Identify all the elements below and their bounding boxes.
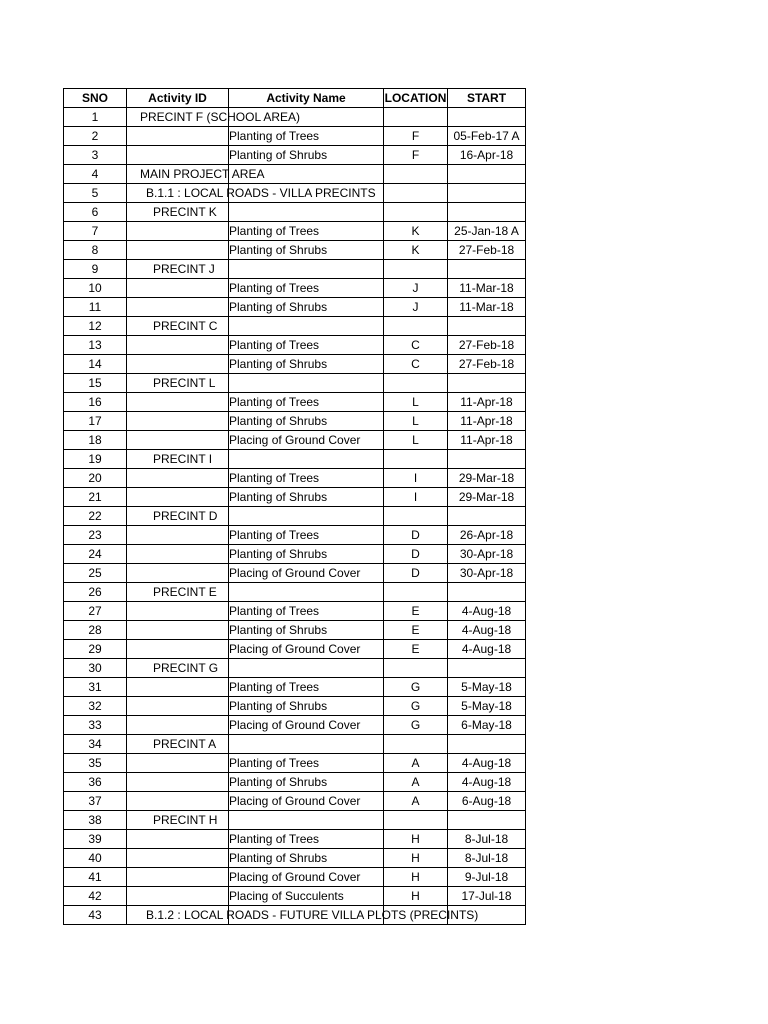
cell-activity-id[interactable]: [127, 811, 229, 830]
cell-location[interactable]: [384, 450, 448, 469]
cell-activity-name[interactable]: Planting of Trees: [229, 279, 384, 298]
cell-start[interactable]: 8-Jul-18: [448, 830, 526, 849]
group-heading: PRECINT H: [153, 813, 218, 827]
cell-location[interactable]: [384, 184, 448, 203]
table-row: [64, 393, 526, 412]
cell-start[interactable]: [448, 450, 526, 469]
table-row: [64, 469, 526, 488]
cell-activity-name[interactable]: Planting of Shrubs: [229, 488, 384, 507]
cell-sno[interactable]: 34: [64, 735, 127, 754]
cell-start[interactable]: 11-Mar-18: [448, 279, 526, 298]
cell-activity-name[interactable]: [229, 317, 384, 336]
cell-sno[interactable]: 19: [64, 450, 127, 469]
cell-location[interactable]: A: [384, 773, 448, 792]
cell-start[interactable]: 4-Aug-18: [448, 602, 526, 621]
cell-activity-id[interactable]: [127, 773, 229, 792]
cell-start[interactable]: 4-Aug-18: [448, 754, 526, 773]
cell-sno[interactable]: 43: [64, 906, 127, 925]
table-row: [64, 602, 526, 621]
cell-activity-id[interactable]: [127, 203, 229, 222]
cell-activity-id[interactable]: [127, 697, 229, 716]
cell-location[interactable]: F: [384, 146, 448, 165]
cell-start[interactable]: [448, 507, 526, 526]
table-row: [64, 868, 526, 887]
cell-sno[interactable]: 42: [64, 887, 127, 906]
cell-location[interactable]: D: [384, 526, 448, 545]
cell-location[interactable]: [384, 165, 448, 184]
table-row: [64, 830, 526, 849]
cell-activity-name[interactable]: [229, 735, 384, 754]
table-row: [64, 412, 526, 431]
cell-activity-name[interactable]: Planting of Trees: [229, 830, 384, 849]
cell-activity-name[interactable]: Placing of Ground Cover: [229, 564, 384, 583]
cell-activity-name[interactable]: Planting of Shrubs: [229, 146, 384, 165]
group-heading: PRECINT I: [153, 452, 213, 466]
table-row: [64, 526, 526, 545]
cell-activity-id[interactable]: [127, 469, 229, 488]
cell-sno[interactable]: 16: [64, 393, 127, 412]
cell-start[interactable]: [448, 165, 526, 184]
cell-activity-name[interactable]: Planting of Shrubs: [229, 773, 384, 792]
cell-activity-id[interactable]: [127, 127, 229, 146]
cell-activity-name[interactable]: [229, 260, 384, 279]
cell-start[interactable]: [448, 184, 526, 203]
table-row: [64, 241, 526, 260]
table-row: [64, 754, 526, 773]
group-heading: PRECINT A: [153, 737, 217, 751]
cell-location[interactable]: [384, 507, 448, 526]
cell-activity-name[interactable]: Planting of Trees: [229, 469, 384, 488]
cell-location[interactable]: H: [384, 849, 448, 868]
cell-start[interactable]: [448, 374, 526, 393]
table-row: [64, 165, 526, 184]
cell-start[interactable]: 5-May-18: [448, 678, 526, 697]
cell-activity-name[interactable]: Placing of Ground Cover: [229, 868, 384, 887]
cell-activity-name[interactable]: Placing of Ground Cover: [229, 640, 384, 659]
cell-start[interactable]: [448, 108, 526, 127]
cell-sno[interactable]: 3: [64, 146, 127, 165]
cell-start[interactable]: 8-Jul-18: [448, 849, 526, 868]
cell-sno[interactable]: 36: [64, 773, 127, 792]
cell-activity-name[interactable]: Planting of Shrubs: [229, 355, 384, 374]
cell-location[interactable]: A: [384, 792, 448, 811]
cell-sno[interactable]: 17: [64, 412, 127, 431]
cell-location[interactable]: G: [384, 716, 448, 735]
group-heading: MAIN PROJECT AREA: [140, 167, 265, 181]
group-heading: PRECINT L: [153, 376, 216, 390]
cell-activity-name[interactable]: Planting of Shrubs: [229, 241, 384, 260]
cell-location[interactable]: K: [384, 241, 448, 260]
cell-activity-id[interactable]: [127, 526, 229, 545]
cell-activity-name[interactable]: [229, 583, 384, 602]
cell-activity-id[interactable]: [127, 279, 229, 298]
cell-start[interactable]: 11-Apr-18: [448, 412, 526, 431]
cell-activity-name[interactable]: Placing of Ground Cover: [229, 716, 384, 735]
cell-sno[interactable]: 4: [64, 165, 127, 184]
cell-location[interactable]: D: [384, 564, 448, 583]
cell-location[interactable]: G: [384, 697, 448, 716]
cell-sno[interactable]: 5: [64, 184, 127, 203]
cell-activity-id[interactable]: [127, 754, 229, 773]
cell-activity-id[interactable]: [127, 659, 229, 678]
cell-start[interactable]: 9-Jul-18: [448, 868, 526, 887]
cell-activity-id[interactable]: [127, 849, 229, 868]
table-row: [64, 564, 526, 583]
cell-location[interactable]: G: [384, 678, 448, 697]
cell-location[interactable]: H: [384, 830, 448, 849]
group-heading: B.1.2 : LOCAL ROADS - FUTURE VILLA PLOTS (PRECINTS): [146, 908, 479, 922]
cell-activity-id[interactable]: [127, 583, 229, 602]
cell-location[interactable]: D: [384, 545, 448, 564]
cell-location[interactable]: H: [384, 868, 448, 887]
cell-location[interactable]: [384, 583, 448, 602]
cell-activity-name[interactable]: Placing of Ground Cover: [229, 431, 384, 450]
cell-location[interactable]: L: [384, 393, 448, 412]
cell-sno[interactable]: 39: [64, 830, 127, 849]
group-heading: PRECINT D: [153, 509, 218, 523]
cell-start[interactable]: 4-Aug-18: [448, 621, 526, 640]
header-location[interactable]: LOCATION: [384, 89, 448, 108]
cell-start[interactable]: 27-Feb-18: [448, 336, 526, 355]
cell-activity-id[interactable]: [127, 640, 229, 659]
cell-location[interactable]: I: [384, 469, 448, 488]
cell-sno[interactable]: 22: [64, 507, 127, 526]
table-row: [64, 906, 526, 925]
table-row: [64, 773, 526, 792]
cell-activity-id[interactable]: [127, 545, 229, 564]
cell-activity-id[interactable]: [127, 146, 229, 165]
table-row: [64, 887, 526, 906]
cell-activity-name[interactable]: Planting of Shrubs: [229, 621, 384, 640]
cell-activity-id[interactable]: [127, 241, 229, 260]
cell-activity-name[interactable]: [229, 203, 384, 222]
cell-activity-id[interactable]: [127, 165, 265, 184]
cell-activity-name[interactable]: Planting of Trees: [229, 678, 384, 697]
cell-sno[interactable]: 40: [64, 849, 127, 868]
cell-activity-id[interactable]: [127, 868, 229, 887]
table-row: [64, 355, 526, 374]
cell-activity-name[interactable]: Planting of Shrubs: [229, 849, 384, 868]
cell-sno[interactable]: 6: [64, 203, 127, 222]
cell-start[interactable]: 30-Apr-18: [448, 564, 526, 583]
cell-start[interactable]: 6-May-18: [448, 716, 526, 735]
cell-sno[interactable]: 13: [64, 336, 127, 355]
cell-activity-id[interactable]: [127, 602, 229, 621]
cell-activity-id[interactable]: [127, 374, 229, 393]
cell-activity-name[interactable]: Planting of Trees: [229, 602, 384, 621]
cell-location[interactable]: [384, 374, 448, 393]
cell-sno[interactable]: 1: [64, 108, 127, 127]
cell-activity-id[interactable]: [127, 792, 229, 811]
cell-sno[interactable]: 11: [64, 298, 127, 317]
cell-activity-id[interactable]: [127, 450, 229, 469]
cell-start[interactable]: 29-Mar-18: [448, 488, 526, 507]
cell-activity-name[interactable]: Planting of Trees: [229, 222, 384, 241]
cell-start[interactable]: 17-Jul-18: [448, 887, 526, 906]
table-row: [64, 184, 526, 203]
table-row: [64, 792, 526, 811]
cell-activity-id[interactable]: [127, 716, 229, 735]
cell-start[interactable]: 4-Aug-18: [448, 640, 526, 659]
cell-location[interactable]: [384, 108, 448, 127]
cell-sno[interactable]: 2: [64, 127, 127, 146]
cell-start[interactable]: [448, 203, 526, 222]
group-heading: PRECINT C: [153, 319, 218, 333]
table-row: [64, 659, 526, 678]
table-row: [64, 336, 526, 355]
table-row: [64, 127, 526, 146]
table-row: [64, 507, 526, 526]
group-heading: PRECINT G: [153, 661, 219, 675]
table-row: [64, 317, 526, 336]
cell-start[interactable]: [448, 659, 526, 678]
cell-activity-id[interactable]: [127, 735, 229, 754]
table-row: [64, 146, 526, 165]
table-row: [64, 849, 526, 868]
cell-activity-id[interactable]: [127, 108, 301, 127]
cell-activity-name[interactable]: Planting of Shrubs: [229, 545, 384, 564]
cell-sno[interactable]: 27: [64, 602, 127, 621]
table-row: [64, 108, 526, 127]
cell-activity-id[interactable]: [127, 393, 229, 412]
cell-activity-name[interactable]: Planting of Trees: [229, 526, 384, 545]
cell-activity-id[interactable]: [127, 260, 229, 279]
cell-sno[interactable]: 20: [64, 469, 127, 488]
cell-activity-id[interactable]: [127, 355, 229, 374]
cell-start[interactable]: 30-Apr-18: [448, 545, 526, 564]
cell-activity-id[interactable]: [127, 488, 229, 507]
cell-activity-name[interactable]: Planting of Trees: [229, 336, 384, 355]
cell-activity-id[interactable]: [127, 431, 229, 450]
group-heading: PRECINT K: [153, 205, 217, 219]
cell-start[interactable]: 11-Mar-18: [448, 298, 526, 317]
cell-sno[interactable]: 28: [64, 621, 127, 640]
cell-activity-id[interactable]: [127, 336, 229, 355]
cell-start[interactable]: [448, 735, 526, 754]
cell-activity-name[interactable]: Planting of Shrubs: [229, 412, 384, 431]
header-row: [64, 89, 526, 108]
table-body: [64, 108, 526, 925]
cell-location[interactable]: [384, 735, 448, 754]
table-row: [64, 488, 526, 507]
cell-activity-name[interactable]: Placing of Succulents: [229, 887, 384, 906]
cell-sno[interactable]: 25: [64, 564, 127, 583]
activity-schedule-table: [63, 88, 526, 925]
cell-start[interactable]: 11-Apr-18: [448, 431, 526, 450]
cell-location[interactable]: L: [384, 412, 448, 431]
cell-activity-id[interactable]: [127, 298, 229, 317]
cell-sno[interactable]: 38: [64, 811, 127, 830]
table-row: [64, 735, 526, 754]
cell-start[interactable]: 11-Apr-18: [448, 393, 526, 412]
table-row: [64, 222, 526, 241]
cell-activity-name[interactable]: [229, 811, 384, 830]
cell-activity-id[interactable]: [127, 184, 376, 203]
table-row: [64, 279, 526, 298]
cell-location[interactable]: J: [384, 298, 448, 317]
cell-sno[interactable]: 24: [64, 545, 127, 564]
cell-sno[interactable]: 8: [64, 241, 127, 260]
table-row: [64, 374, 526, 393]
cell-activity-name[interactable]: Planting of Trees: [229, 127, 384, 146]
cell-sno[interactable]: 29: [64, 640, 127, 659]
cell-activity-name[interactable]: [229, 374, 384, 393]
cell-location[interactable]: C: [384, 355, 448, 374]
cell-location[interactable]: [384, 317, 448, 336]
cell-start[interactable]: [448, 583, 526, 602]
cell-start[interactable]: 4-Aug-18: [448, 773, 526, 792]
table-row: [64, 298, 526, 317]
table-row: [64, 697, 526, 716]
table-row: [64, 450, 526, 469]
table-row: [64, 203, 526, 222]
cell-start[interactable]: 25-Jan-18 A: [448, 222, 526, 241]
cell-location[interactable]: E: [384, 602, 448, 621]
cell-start[interactable]: 29-Mar-18: [448, 469, 526, 488]
cell-activity-id[interactable]: [127, 412, 229, 431]
table-row: [64, 545, 526, 564]
cell-start[interactable]: 27-Feb-18: [448, 241, 526, 260]
cell-activity-name[interactable]: Planting of Shrubs: [229, 697, 384, 716]
table-row: [64, 583, 526, 602]
cell-sno[interactable]: 9: [64, 260, 127, 279]
cell-activity-id[interactable]: [127, 830, 229, 849]
cell-activity-id[interactable]: [127, 906, 479, 925]
cell-activity-id[interactable]: [127, 222, 229, 241]
cell-activity-id[interactable]: [127, 507, 229, 526]
cell-location[interactable]: E: [384, 640, 448, 659]
cell-location[interactable]: K: [384, 222, 448, 241]
cell-location[interactable]: [384, 659, 448, 678]
cell-sno[interactable]: 26: [64, 583, 127, 602]
cell-sno[interactable]: 18: [64, 431, 127, 450]
table-row: [64, 431, 526, 450]
cell-sno[interactable]: 31: [64, 678, 127, 697]
cell-location[interactable]: I: [384, 488, 448, 507]
table-row: [64, 621, 526, 640]
group-heading: B.1.1 : LOCAL ROADS - VILLA PRECINTS: [146, 186, 376, 200]
cell-activity-id[interactable]: [127, 887, 229, 906]
cell-start[interactable]: 6-Aug-18: [448, 792, 526, 811]
cell-location[interactable]: [384, 203, 448, 222]
cell-start[interactable]: [448, 260, 526, 279]
table-row: [64, 260, 526, 279]
cell-activity-id[interactable]: [127, 678, 229, 697]
cell-sno[interactable]: 12: [64, 317, 127, 336]
cell-sno[interactable]: 41: [64, 868, 127, 887]
cell-activity-name[interactable]: [229, 450, 384, 469]
cell-start[interactable]: 26-Apr-18: [448, 526, 526, 545]
cell-location[interactable]: [384, 260, 448, 279]
cell-location[interactable]: C: [384, 336, 448, 355]
cell-start[interactable]: 05-Feb-17 A: [448, 127, 526, 146]
cell-start[interactable]: 27-Feb-18: [448, 355, 526, 374]
group-heading: PRECINT F (SCHOOL AREA): [140, 110, 301, 124]
cell-activity-name[interactable]: [229, 507, 384, 526]
table-row: [64, 811, 526, 830]
cell-start[interactable]: 5-May-18: [448, 697, 526, 716]
cell-activity-id[interactable]: [127, 317, 229, 336]
header-activity-name[interactable]: Activity Name: [229, 89, 384, 108]
cell-activity-name[interactable]: [229, 659, 384, 678]
cell-sno[interactable]: 21: [64, 488, 127, 507]
cell-activity-name[interactable]: Placing of Ground Cover: [229, 792, 384, 811]
cell-activity-name[interactable]: Planting of Shrubs: [229, 298, 384, 317]
cell-activity-id[interactable]: [127, 621, 229, 640]
cell-sno[interactable]: 14: [64, 355, 127, 374]
header-start[interactable]: START: [448, 89, 526, 108]
cell-location[interactable]: H: [384, 887, 448, 906]
cell-sno[interactable]: 15: [64, 374, 127, 393]
cell-location[interactable]: L: [384, 431, 448, 450]
cell-start[interactable]: [448, 811, 526, 830]
cell-sno[interactable]: 32: [64, 697, 127, 716]
cell-activity-name[interactable]: Planting of Trees: [229, 754, 384, 773]
cell-sno[interactable]: 10: [64, 279, 127, 298]
cell-sno[interactable]: 33: [64, 716, 127, 735]
cell-start[interactable]: [448, 317, 526, 336]
cell-sno[interactable]: 37: [64, 792, 127, 811]
cell-sno[interactable]: 7: [64, 222, 127, 241]
cell-sno[interactable]: 23: [64, 526, 127, 545]
table-row: [64, 678, 526, 697]
table-row: [64, 716, 526, 735]
cell-start[interactable]: 16-Apr-18: [448, 146, 526, 165]
cell-location[interactable]: A: [384, 754, 448, 773]
header-activity-id[interactable]: Activity ID: [127, 89, 229, 108]
cell-location[interactable]: [384, 811, 448, 830]
cell-location[interactable]: J: [384, 279, 448, 298]
cell-location[interactable]: F: [384, 127, 448, 146]
table-row: [64, 640, 526, 659]
cell-location[interactable]: E: [384, 621, 448, 640]
cell-activity-name[interactable]: Planting of Trees: [229, 393, 384, 412]
cell-sno[interactable]: 30: [64, 659, 127, 678]
header-sno[interactable]: SNO: [64, 89, 127, 108]
group-heading: PRECINT E: [153, 585, 217, 599]
cell-sno[interactable]: 35: [64, 754, 127, 773]
cell-activity-id[interactable]: [127, 564, 229, 583]
group-heading: PRECINT J: [153, 262, 215, 276]
